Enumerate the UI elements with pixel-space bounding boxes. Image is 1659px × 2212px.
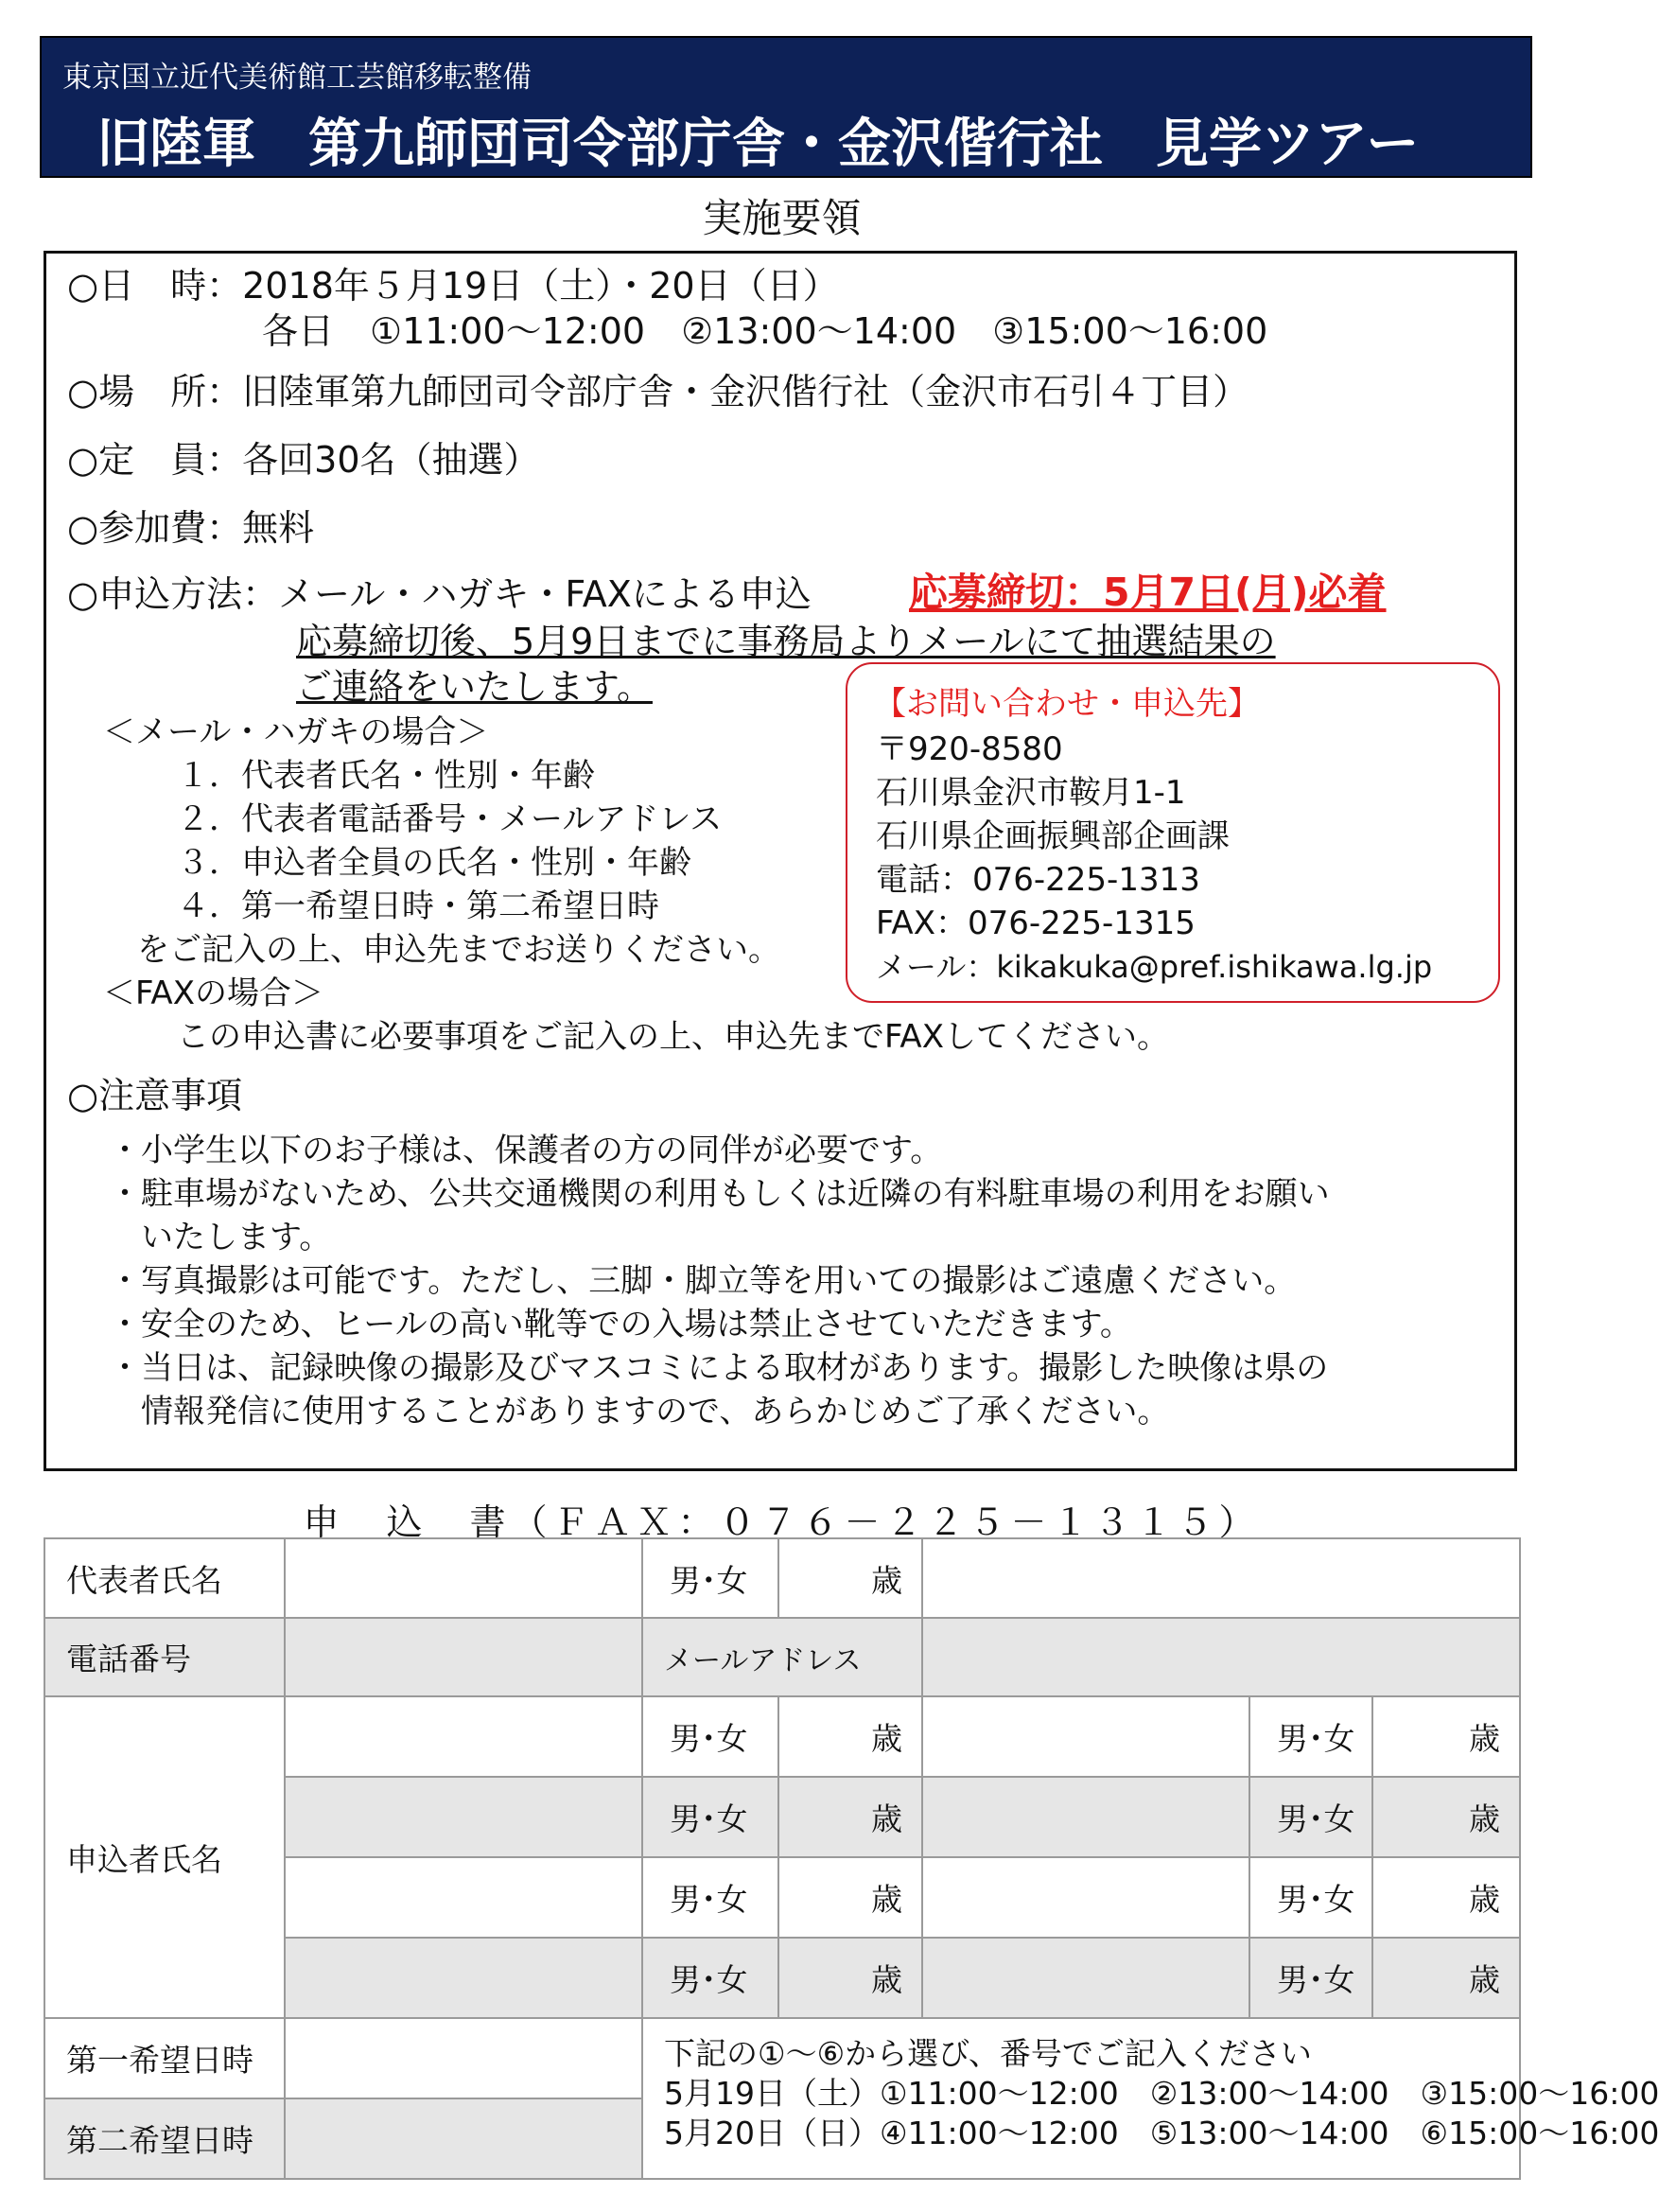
- contact-postal: 〒920-8580: [876, 730, 1063, 768]
- contact-box: [846, 662, 1500, 1003]
- mail-closing: をご記入の上、申込先までお送りください。: [137, 931, 780, 969]
- note-item: いたします。: [109, 1219, 332, 1256]
- deadline: 応募締切：5月7日(月)必着: [909, 570, 1387, 615]
- email-field[interactable]: [922, 1618, 1520, 1696]
- age-field[interactable]: 歳: [778, 1938, 922, 2018]
- age-field[interactable]: 歳: [1372, 1938, 1520, 2018]
- choice-instruction: 下記の①～⑥から選び、番号でご記入ください: [664, 2035, 1312, 2072]
- applicant-name-field[interactable]: [922, 1696, 1249, 1777]
- age-field[interactable]: 歳: [778, 1538, 922, 1618]
- rep-blank: [922, 1538, 1520, 1618]
- place-label: ○場 所：: [67, 371, 243, 413]
- form-title: 申 込 書（ＦＡＸ：０７６－２２５－１３１５）: [303, 1501, 1261, 1543]
- fee-label: ○参加費：: [67, 507, 243, 549]
- note-item: ・小学生以下のお子様は、保護者の方の同伴が必要です。: [109, 1132, 943, 1169]
- gender-select[interactable]: 男･女: [1249, 1777, 1372, 1857]
- applicants-label: 申込者氏名: [44, 1696, 285, 2018]
- phone-label: 電話番号: [44, 1618, 285, 1696]
- sessions: 各日 ①11:00～12:00 ②13:00～14:00 ③15:00～16:00: [262, 310, 1268, 352]
- first-choice-label: 第一希望日時: [44, 2018, 285, 2098]
- mail-item: ３．申込者全員の氏名・性別・年齢: [177, 844, 691, 882]
- contact-tel: 電話：076-225-1313: [876, 861, 1200, 899]
- contact-dept: 石川県企画振興部企画課: [876, 817, 1230, 855]
- fee-row: [67, 507, 314, 549]
- rep-name-field[interactable]: [285, 1538, 642, 1618]
- note-item: ・駐車場がないため、公共交通機関の利用もしくは近隣の有料駐車場の利用をお願い: [109, 1175, 1330, 1213]
- apply-row: [67, 573, 812, 615]
- fee-value: 無料: [242, 507, 315, 549]
- rep-name-label: 代表者氏名: [44, 1538, 285, 1618]
- choice-day1: 5月19日（土）①11:00～12:00 ②13:00～14:00 ③15:00～16:00: [664, 2075, 1659, 2112]
- place-row: [67, 371, 1249, 413]
- result-line-1: 応募締切後、5月9日までに事務局よりメールにて抽選結果の: [296, 621, 1276, 662]
- gender-select[interactable]: 男･女: [642, 1777, 778, 1857]
- applicant-name-field[interactable]: [285, 1938, 642, 2018]
- contact-address: 石川県金沢市鞍月1-1: [876, 774, 1186, 812]
- phone-field[interactable]: [285, 1618, 642, 1696]
- age-field[interactable]: 歳: [778, 1696, 922, 1777]
- applicant-name-field[interactable]: [285, 1696, 642, 1777]
- application-form: [44, 1537, 1659, 2180]
- section-heading: 実施要領: [702, 195, 862, 241]
- note-item: 情報発信に使用することがありますので、あらかじめご了承ください。: [109, 1393, 1170, 1431]
- gender-select[interactable]: 男･女: [642, 1857, 778, 1938]
- email-label: メールアドレス: [642, 1618, 922, 1696]
- mail-item: ４．第一希望日時・第二希望日時: [177, 887, 659, 925]
- result-line-2: ご連絡をいたします。: [296, 666, 653, 708]
- applicant-name-field[interactable]: [922, 1857, 1249, 1938]
- apply-label: ○申込方法：: [67, 573, 279, 615]
- contact-fax: FAX：076-225-1315: [876, 904, 1196, 942]
- fax-text: この申込書に必要事項をご記入の上、申込先までFAXしてください。: [177, 1018, 1169, 1056]
- datetime-value: 2018年５月19日（土）・20日（日）: [242, 265, 839, 307]
- gender-select[interactable]: 男･女: [1249, 1857, 1372, 1938]
- apply-value: メール・ハガキ・FAXによる申込: [278, 573, 812, 615]
- applicant-name-field[interactable]: [285, 1857, 642, 1938]
- gender-select[interactable]: 男･女: [642, 1538, 778, 1618]
- mail-item: １．代表者氏名・性別・年齢: [177, 757, 595, 795]
- note-item: ・写真撮影は可能です。ただし、三脚・脚立等を用いての撮影はご遠慮ください。: [109, 1262, 1297, 1300]
- banner-subtitle: 東京国立近代美術館工芸館移転整備: [62, 61, 532, 95]
- gender-select[interactable]: 男･女: [642, 1938, 778, 2018]
- datetime-row: [67, 265, 839, 307]
- notes-heading: ○注意事項: [67, 1075, 243, 1116]
- gender-select[interactable]: 男･女: [642, 1696, 778, 1777]
- applicant-name-field[interactable]: [285, 1777, 642, 1857]
- mail-item: ２．代表者電話番号・メールアドレス: [177, 800, 723, 838]
- second-choice-field[interactable]: [285, 2098, 642, 2179]
- first-choice-field[interactable]: [285, 2018, 642, 2098]
- place-value: 旧陸軍第九師団司令部庁舎・金沢偕行社（金沢市石引４丁目）: [242, 371, 1249, 413]
- gender-select[interactable]: 男･女: [1249, 1696, 1372, 1777]
- contact-title: 【お問い合わせ・申込先】: [874, 685, 1260, 723]
- mail-heading: ＜メール・ハガキの場合＞: [103, 713, 489, 751]
- second-choice-label: 第二希望日時: [44, 2098, 285, 2179]
- gender-select[interactable]: 男･女: [1249, 1938, 1372, 2018]
- age-field[interactable]: 歳: [778, 1777, 922, 1857]
- applicant-name-field[interactable]: [922, 1938, 1249, 2018]
- capacity-row: [67, 439, 540, 481]
- age-field[interactable]: 歳: [778, 1857, 922, 1938]
- age-field[interactable]: 歳: [1372, 1857, 1520, 1938]
- age-field[interactable]: 歳: [1372, 1777, 1520, 1857]
- age-field[interactable]: 歳: [1372, 1696, 1520, 1777]
- capacity-label: ○定 員：: [67, 439, 243, 481]
- note-item: ・安全のため、ヒールの高い靴等での入場は禁止させていただきます。: [109, 1306, 1132, 1343]
- choice-instructions: [642, 2018, 1659, 2179]
- fax-heading: ＜FAXの場合＞: [103, 974, 323, 1012]
- contact-mail[interactable]: メール：kikakuka@pref.ishikawa.lg.jp: [876, 949, 1433, 985]
- note-item: ・当日は、記録映像の撮影及びマスコミによる取材があります。撮影した映像は県の: [109, 1349, 1329, 1387]
- datetime-label: ○日 時：: [67, 265, 243, 307]
- banner-title: 旧陸軍 第九師団司令部庁舎・金沢偕行社 見学ツアー: [96, 114, 1420, 175]
- title-banner: [40, 36, 1532, 178]
- capacity-value: 各回30名（抽選）: [242, 439, 540, 481]
- choice-day2: 5月20日（日）④11:00～12:00 ⑤13:00～14:00 ⑥15:00～16:00: [664, 2115, 1659, 2151]
- applicant-name-field[interactable]: [922, 1777, 1249, 1857]
